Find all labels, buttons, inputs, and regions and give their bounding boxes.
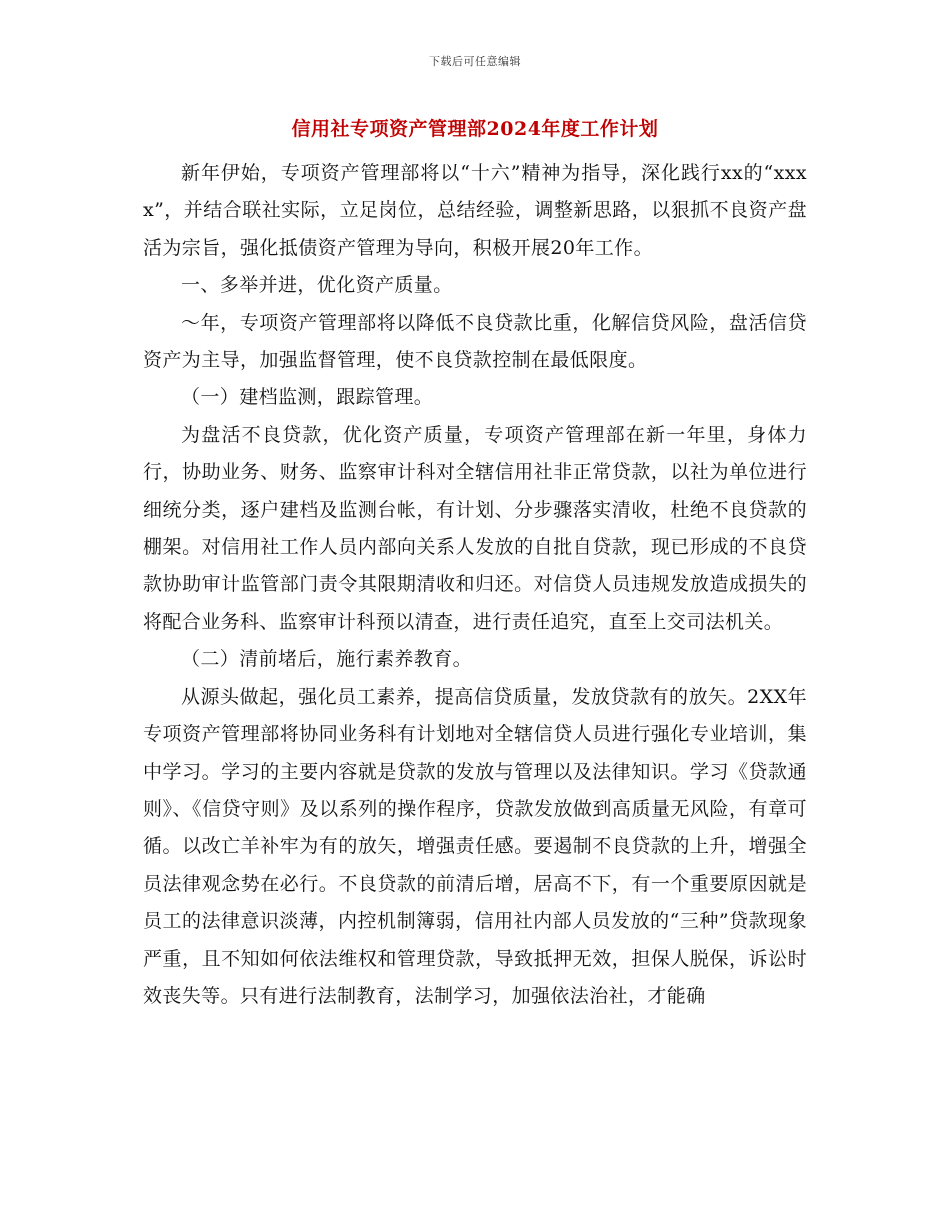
paragraph-subsection-1: 为盘活不良贷款，优化资产质量，专项资产管理部在新一年里，身体力行，协助业务、财务、监察审计科对全辖信用社非正常贷款，以社为单位进行细统分类，逐户建档及监测台帐，有计划、分步骤落实清收，杜绝不良贷款的棚架。对信用社工作人员内部向关系人发放的自批自贷款，现已形成的不良贷款协助审计监管部门责令其限期清收和归还。对信贷人员违规发放造成损失的将配合业务科、监察审计科预以清查，进行责任追究，直至上交司法机关。 (143, 423, 807, 633)
document-title: 信用社专项资产管理部2024年度工作计划 (291, 118, 659, 140)
subsection-heading-2: （二）清前堵后，施行素养教育。 (181, 648, 473, 671)
subsection-heading-1: （一）建档监测，跟踪管理。 (181, 386, 434, 409)
paragraph-subsection-2: 从源头做起，强化员工素养，提高信贷质量，发放贷款有的放矢。2XX年专项资产管理部将协同业务科有计划地对全辖信贷人员进行强化专业培训，集中学习。学习的主要内容就是贷款的发放与管理以及法律知识。学习《贷款通则》、《信贷守则》及以系列的操作程序，贷款发放做到高质量无风险，有章可循。以改亡羊补牢为有的放矢，增强责任感。要遏制不良贷款的上升，增强全员法律观念势在必行。不良贷款的前清后增，居高不下，有一个重要原因就是员工的法律意识淡薄，内控机制簿弱，信用社内部人员发放的“三种”贷款现象严重，且不知如何依法维权和管理贷款，导致抵押无效，担保人脱保，诉讼时效丧失等。只有进行法制教育，法制学习，加强依法治社，才能确 (143, 685, 807, 1007)
document-body (143, 155, 807, 1015)
paragraph-intro: 新年伊始，专项资产管理部将以“十六”精神为指导，深化践行xx的“xxxx”，并结合联社实际，立足岗位，总结经验，调整新思路，以狠抓不良资产盘活为宗旨，强化抵债资产管理为导向，积极开展20年工作。 (143, 162, 807, 259)
section-heading-1: 一、多举并进，优化资产质量。 (181, 274, 453, 297)
header-note: 下载后可任意编辑 (429, 55, 521, 68)
paragraph-section-1: ～年，专项资产管理部将以降低不良贷款比重，化解信贷风险，盘活信贷资产为主导，加强监督管理，使不良贷款控制在最低限度。 (143, 311, 807, 372)
